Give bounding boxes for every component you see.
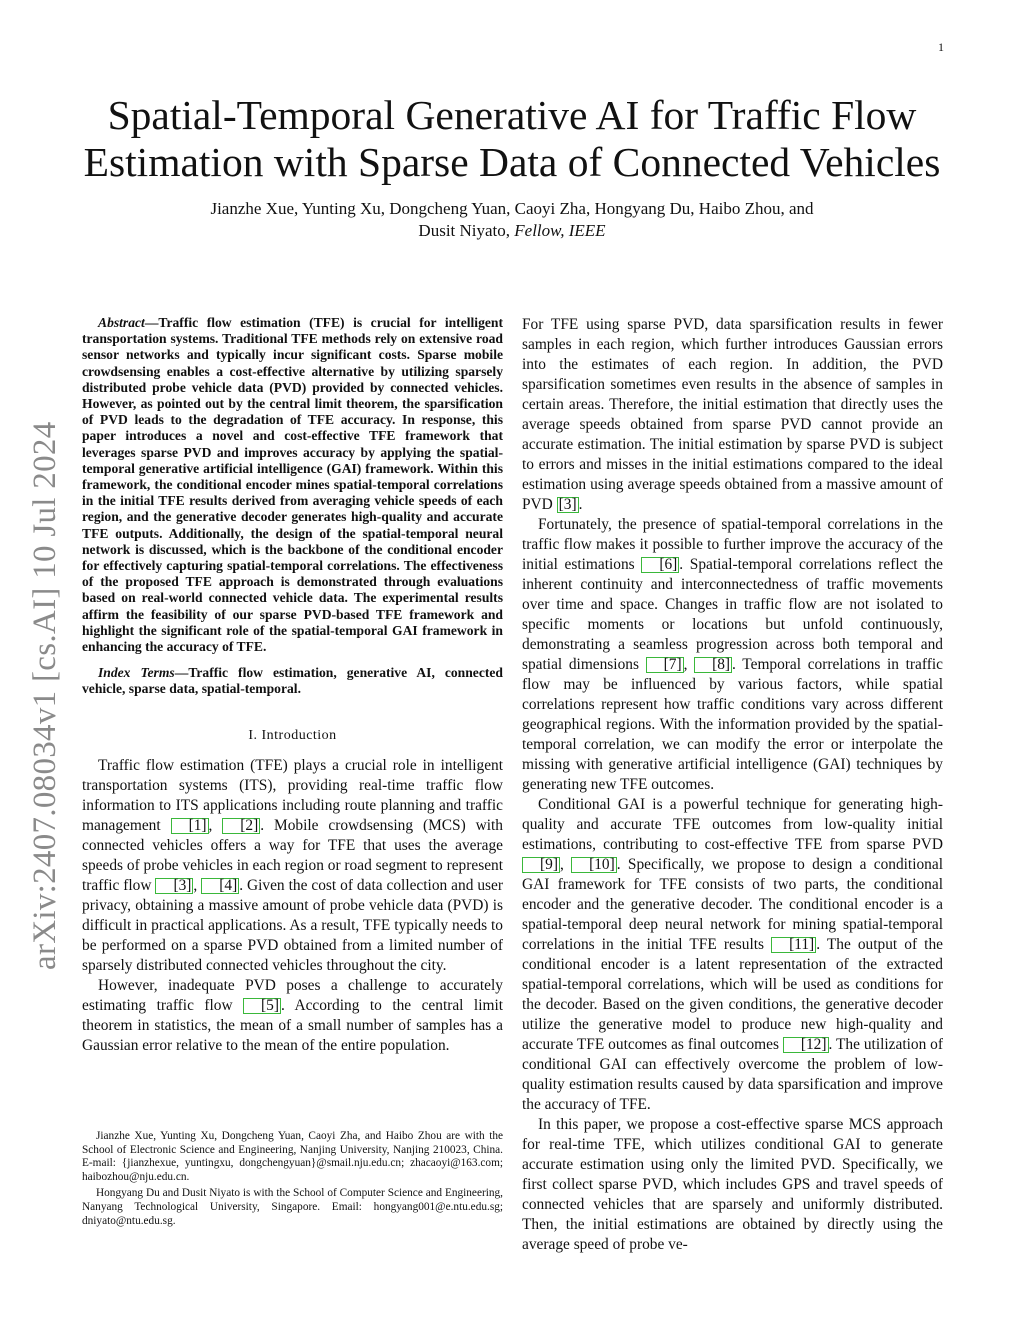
abstract-text: —Traffic flow estimation (TFE) is crucial for intelligent transportation systems. Traditional TFE methods rely on extensive road sensor networks and typically incur significant costs. Sparse mobile crowdsensing enables a cost-effective alternative by utilizing sparsely distributed probe vehicle data (PVD) provided by connected vehicles. However, as pointed out by the central limit theorem, the sparsification of PVD leads to the degradation of TFE accuracy. In response, this paper introduces a novel and cost-effective TFE framework that leverages sparse PVD and improves accuracy by applying the spatial-temporal generative artificial intelligence (GAI) framework. Within this framework, the conditional encoder mines spatial-temporal correlations in the initial TFE results derived from averaging vehicle speeds of each region, and the generative decoder generates high-quality and accurate TFE outputs. Additionally, the design of the spatial-temporal neural network is discussed, which is the backbone of the conditional encoder for effectively capturing spatial-temporal correlations. The effectiveness of the proposed TFE approach is demonstrated through evaluations based on real-world connected vehicle data. The experimental results affirm the feasibility of our sparse PVD-based TFE framework and highlight the significant role of the spatial-temporal GAI framework in enhancing the accuracy of TFE. — [82, 315, 503, 655]
abstract — [82, 315, 503, 655]
abstract-lead: Abstract — [98, 315, 145, 330]
citation-link[interactable]: [6] — [641, 557, 679, 573]
text-run: . Given the cost of data collection and user privacy, obtaining a massive amount of probe vehicle data (PVD) is difficult in practical applications. As a result, TFE typically needs to be performed on a sparse PVD obtained from a limited number of sparsely distributed connected vehicles throughout the city. — [82, 876, 504, 974]
section-heading-introduction: I. Introduction — [248, 727, 337, 743]
citation-link[interactable]: [7] — [646, 657, 684, 673]
citation-link[interactable]: [9] — [522, 857, 560, 873]
paper-title: Spatial-Temporal Generative AI for Traffic Flow Estimation with Sparse Data of Connected Vehicles — [83, 92, 941, 185]
index-terms — [82, 665, 503, 697]
text-run: . Temporal correlations in traffic flow may be influenced by various factors, while spatial correlations represent how traffic conditions vary across different geographical regions. With the information provided by the spatial-temporal correlation, we can modify the error or interpolate the missing with generative artificial intelligence (GAI) techniques by generating new TFE outcomes. — [522, 656, 943, 793]
text-run: . Mobile crowdsensing (MCS) with connected vehicles offers a way for TFE that uses the average speeds of probe vehicles in each region or road segment to represent traffic flow — [82, 816, 504, 894]
text-run: Conditional GAI is a powerful technique for generating high-quality and accurate TFE outcomes from low-quality initial estimations, contributing to cost-effective TFE from sparse PVD — [522, 796, 943, 853]
text-run: , — [208, 816, 223, 834]
author-list — [150, 198, 874, 242]
text-run: Traffic flow estimation (TFE) plays a crucial role in intelligent transportation systems (ITS), providing real-time traffic flow information to ITS applications including route planning and traffic management — [82, 756, 503, 834]
intro-paragraph-5 — [522, 795, 943, 1115]
authors-line-2-name: Dusit Niyato, — [418, 221, 515, 240]
intro-paragraph-4 — [522, 515, 943, 795]
text-run: . The output of the conditional encoder is a latent representation of the extracted spatial-temporal correlations, which will be used as conditions for the decoder. Based on the given conditions, the generative decoder utilize the generative model to produce new high-quality and accurate TFE outcomes as final outcomes — [522, 936, 943, 1053]
text-run: . Specifically, we propose to design a conditional GAI framework for TFE consists of two parts, the conditional encoder and the generative decoder. The conditional encoder is a spatial-temporal deep neural network for mining spatial-temporal correlations in the initial TFE results — [522, 856, 943, 953]
citation-link[interactable]: [5] — [243, 998, 281, 1014]
authors-line-2-role: Fellow, IEEE — [514, 221, 606, 240]
citation-link[interactable]: [2] — [222, 818, 260, 834]
text-run: . According to the central limit theorem in statistics, the mean of a small number of samples has a Gaussian error relative to the mean of the entire population. — [82, 996, 503, 1054]
footnote-affiliation-1: Jianzhe Xue, Yunting Xu, Dongcheng Yuan, Caoyi Zha, and Haibo Zhou are with the School of Electronic Science and Engineering, Nanjing University, Nanjing 210023, China. E-mail: {jianzhexue, yuntingxu, dongchengyuan}@smail.nju.edu.cn; zhacaoyi@163.com; haibozhou@nju.edu.cn. — [82, 1130, 503, 1183]
citation-link[interactable]: [3] — [558, 496, 577, 513]
text-run: . Spatial-temporal correlations reflect the inherent continuity and interconnectedness of traffic movements over time and space. Changes in traffic flow are not isolated to specific moments or locations but unfold continuously, demonstrating a seamless progression across both temporal and spatial dimensions — [522, 556, 943, 673]
right-column — [522, 315, 943, 1255]
citation-link[interactable]: [3] — [155, 878, 193, 894]
footnote-affiliation-2: Hongyang Du and Dusit Niyato is with the School of Computer Science and Engineering, Nanyang Technological University, Singapore. Email: hongyang001@e.ntu.edu.sg; dniyato@ntu.edu.sg. — [82, 1187, 503, 1227]
text-run: , — [559, 856, 572, 873]
index-terms-lead: Index Terms — [98, 665, 175, 681]
intro-paragraph-1 — [82, 756, 503, 976]
citation-link[interactable]: [8] — [694, 657, 732, 673]
text-run: , — [193, 876, 202, 894]
authors-line-1: Jianzhe Xue, Yunting Xu, Dongcheng Yuan, Caoyi Zha, Hongyang Du, Haibo Zhou, and — [210, 199, 814, 218]
text-run: However, inadequate PVD poses a challenge to accurately estimating traffic flow — [82, 976, 503, 1014]
left-column — [82, 315, 503, 1056]
citation-link[interactable]: [10] — [571, 857, 617, 873]
text-run: , — [683, 656, 695, 673]
citation-link[interactable]: [12] — [783, 1037, 829, 1053]
index-terms-text: —Traffic flow estimation, generative AI, connected vehicle, sparse data, spatial-temporal. — [82, 665, 503, 697]
text-run: Fortunately, the presence of spatial-temporal correlations in the traffic flow makes it possible to further improve the accuracy of the initial estimations — [522, 516, 943, 573]
citation-link[interactable]: [4] — [201, 878, 239, 894]
intro-paragraph-2 — [82, 976, 503, 1056]
footnotes — [82, 1130, 503, 1231]
intro-paragraph-6: In this paper, we propose a cost-effective sparse MCS approach for real-time TFE, which utilizes conditional GAI to generate accurate estimation using only the limited PVD. Specifically, we first collect sparse PVD, which includes GPS and travel speeds of connected vehicles that are sparsely and uniformly distributed. Then, the initial estimations are obtained by directly using the average speed of probe ve- — [522, 1116, 943, 1253]
intro-paragraph-3 — [522, 315, 943, 515]
text-run: . — [578, 496, 583, 513]
text-run: . The utilization of conditional GAI can effectively overcome the problem of low-quality estimation results caused by data sparsification and improve the accuracy of TFE. — [522, 1036, 943, 1113]
citation-link[interactable]: [1] — [171, 818, 209, 834]
arxiv-identifier: arXiv:2407.08034v1 [cs.AI] 10 Jul 2024 — [27, 421, 63, 970]
text-run: For TFE using sparse PVD, data sparsification results in fewer samples in each region, which further introduces Gaussian errors into the estimates of each region. In addition, the PVD sparsification sometimes even results in the absence of samples in certain areas. Therefore, the initial estimation that directly uses the average speeds obtained from sparse PVD cannot provide an accurate estimation. The initial estimation by sparse PVD is subject to errors and misses in the initial estimations compared to the ideal estimation using average speeds obtained from a massive amount of PVD — [522, 316, 943, 513]
page-number: 1 — [938, 40, 944, 54]
citation-link[interactable]: [11] — [771, 937, 816, 953]
